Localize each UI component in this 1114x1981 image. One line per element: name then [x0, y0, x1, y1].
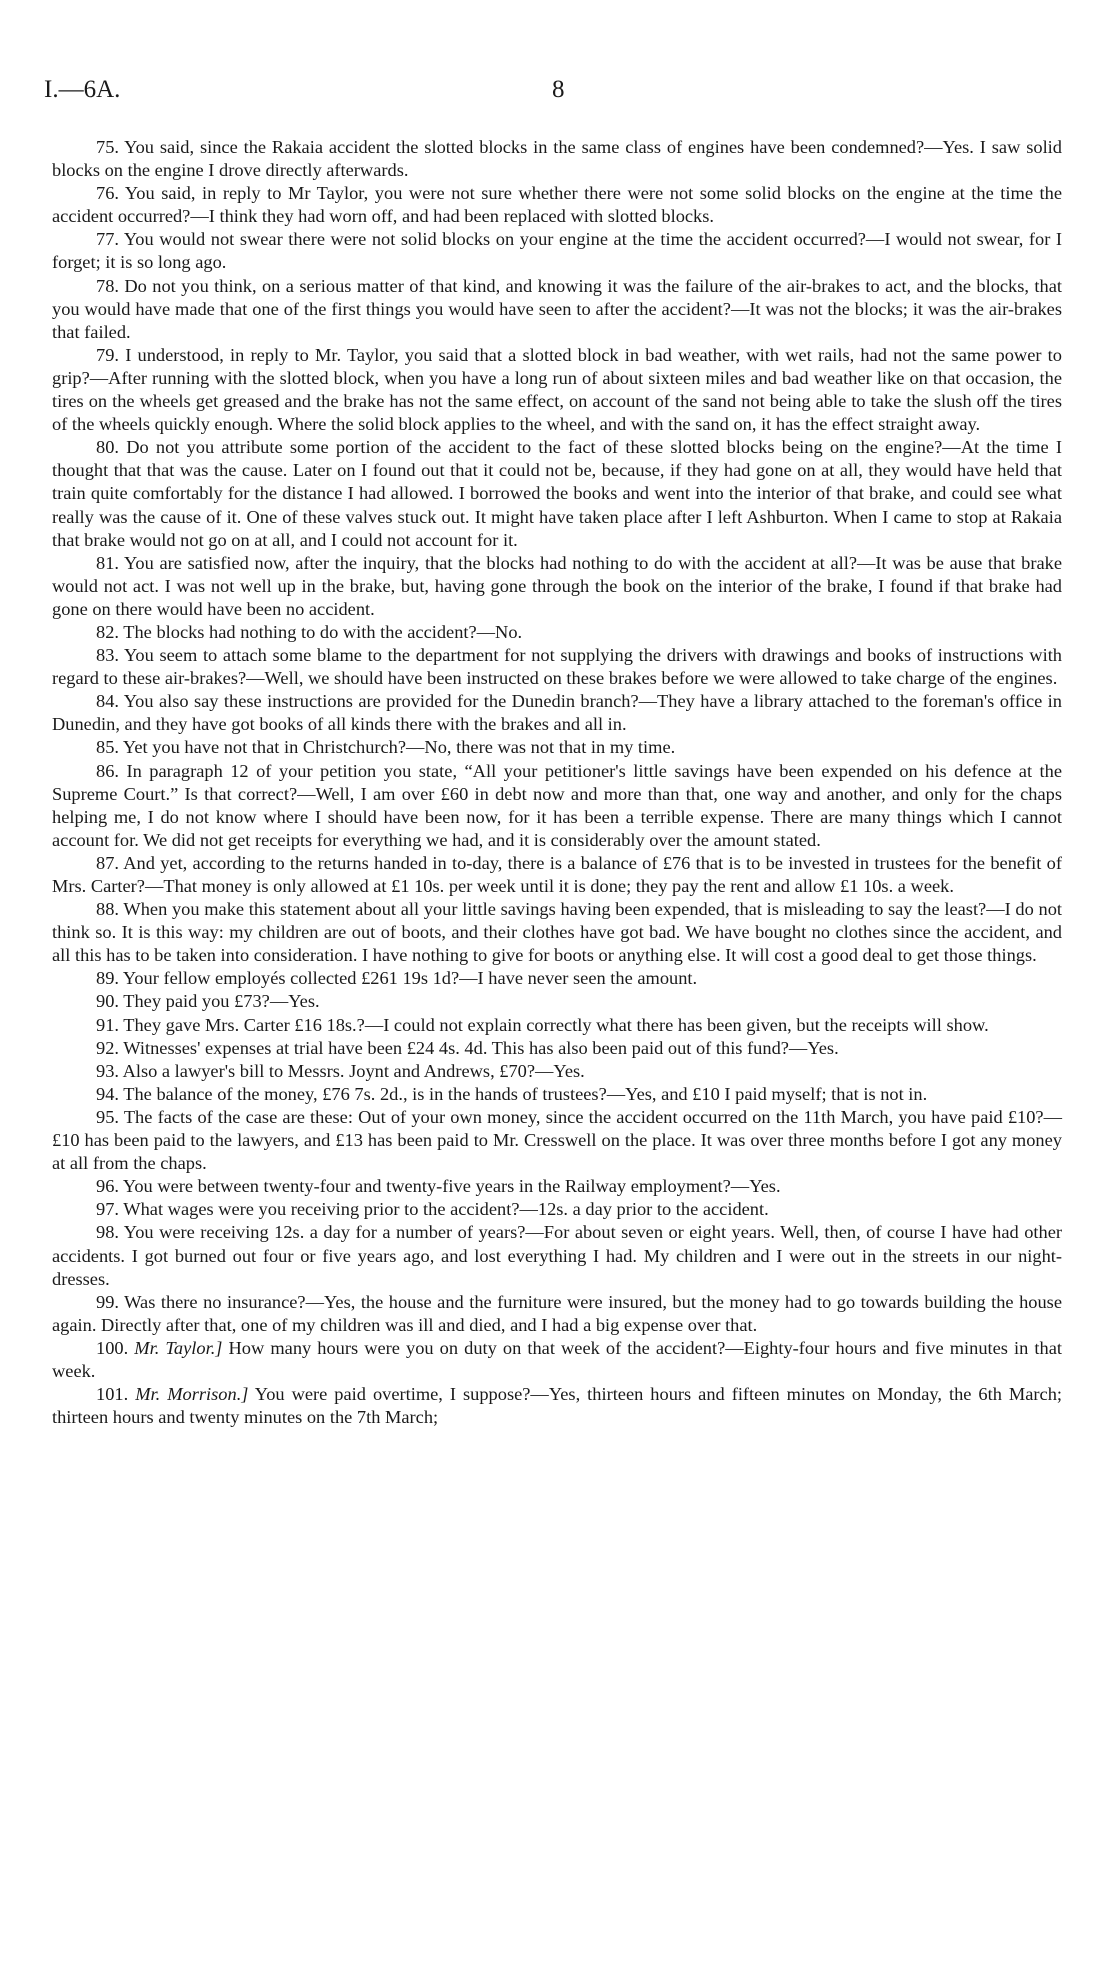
paragraph-84: 84. You also say these instructions are provided for the Dunedin branch?—They have a library attached to the foreman's office in Dunedin, and they have got books of all kinds there with the brakes and all in.	[52, 691, 1062, 735]
paragraph-88: 88. When you make this statement about all your little savings having been expended, that is misleading to say the least?—I do not think so. It is this way: my children are out of boots, and their clothes have got bad. We have bought no clothes since the accident, and all this has to be taken into consideration. I have nothing to give for boots or anything else. It will cost a good deal to get those things.	[52, 899, 1062, 966]
paragraph-97: 97. What wages were you receiving prior to the accident?—12s. a day prior to the accident.	[96, 1199, 769, 1220]
speaker-name: Mr. Morrison.]	[135, 1384, 249, 1405]
paragraph-99: 99. Was there no insurance?—Yes, the house and the furniture were insured, but the money had to go towards building the house again. Directly after that, one of my children was ill and died, and I had a big expense over that.	[52, 1291, 1062, 1335]
paragraph-75: 75. You said, since the Rakaia accident the slotted blocks in the same class of engines have been condemned?—Yes. I saw solid blocks on the engine I drove directly afterwards.	[52, 137, 1062, 181]
speaker-name: Mr. Taylor.]	[134, 1337, 223, 1358]
paragraph-90: 90. They paid you £73?—Yes.	[96, 991, 320, 1012]
paragraph-81: 81. You are satisfied now, after the inquiry, that the blocks had nothing to do with the accident at all?—It was be ause that brake would not act. I was not well up in the brake, but, having gone through the book on the interior of the brake, I found if that brake had gone on there would have been no accident.	[52, 552, 1062, 619]
paragraph-80: 80. Do not you attribute some portion of the accident to the fact of these slotted blocks being on the engine?—At the time I thought that that was the cause. Later on I found out that it could not be, because, if they had gone on at all, they would have held that train quite comfortably for the distance I had allowed. I borrowed the books and went into the interior of that brake, and could see what really was the cause of it. One of these valves stuck out. It might have taken place after I left Ashburton. When I came to stop at Rakaia that brake would not go on at all, and I could not account for it.	[52, 437, 1062, 550]
paragraph-86: 86. In paragraph 12 of your petition you state, “All your petitioner's little savings have been expended on his defence at the Supreme Court.” Is that correct?—Well, I am over £60 in debt now and more than that, one way and another, and only for the chaps helping me, I do not know where I should have been now, for it has been a terrible expense. There are many things which I cannot account for. We did not get receipts for everything we had, and it is considerably over the amount stated.	[52, 760, 1062, 850]
question-text: You were paid overtime, I suppose?—Yes, thirteen hours and fifteen minutes on Monday, the 6th March; thirteen hours and twenty minutes on the 7th March;	[52, 1384, 1063, 1428]
paragraph-100	[52, 1337, 1062, 1383]
question-number: 100.	[96, 1337, 129, 1358]
paragraph-91: 91. They gave Mrs. Carter £16 18s.?—I could not explain correctly what there has been given, but the receipts will show.	[96, 1014, 989, 1035]
paragraph-83: 83. You seem to attach some blame to the department for not supplying the drivers with drawings and books of instructions with regard to these air-brakes?—Well, we should have been instructed on these brakes before we were allowed to take charge of the engines.	[52, 645, 1062, 689]
paragraph-96: 96. You were between twenty-four and twenty-five years in the Railway employment?—Yes.	[96, 1176, 781, 1197]
question-number: 101.	[96, 1384, 129, 1405]
paragraph-87: 87. And yet, according to the returns handed in to-day, there is a balance of £76 that is to be invested in trustees for the benefit of Mrs. Carter?—That money is only allowed at £1 10s. per week until it is done; they pay the rent and allow £1 10s. a week.	[52, 852, 1062, 896]
page-header	[44, 76, 1070, 116]
paragraph-92: 92. Witnesses' expenses at trial have been £24 4s. 4d. This has also been paid out of this fund?—Yes.	[96, 1037, 839, 1058]
paragraph-94: 94. The balance of the money, £76 7s. 2d., is in the hands of trustees?—Yes, and £10 I paid myself; that is not in.	[96, 1083, 928, 1104]
paragraph-93: 93. Also a lawyer's bill to Messrs. Joynt and Andrews, £70?—Yes.	[96, 1060, 585, 1081]
document-reference: I.—6A.	[44, 76, 121, 103]
testimony-body	[52, 136, 1062, 1429]
paragraph-82: 82. The blocks had nothing to do with the accident?—No.	[96, 621, 523, 642]
page-number: 8	[552, 76, 565, 103]
paragraph-77: 77. You would not swear there were not solid blocks on your engine at the time the accident occurred?—I would not swear, for I forget; it is so long ago.	[52, 229, 1062, 273]
paragraph-101	[52, 1383, 1062, 1429]
paragraph-76: 76. You said, in reply to Mr Taylor, you were not sure whether there were not some solid blocks on the engine at the time the accident occurred?—I think they had worn off, and had been replaced with slotted blocks.	[52, 183, 1062, 227]
paragraph-79: 79. I understood, in reply to Mr. Taylor, you said that a slotted block in bad weather, with wet rails, had not the same power to grip?—After running with the slotted block, when you have a long run of about sixteen miles and bad weather like on that occasion, the tires on the wheels get greased and the brake has not the same effect, on account of the sand not being able to take the slush off the tires of the wheels quickly enough. Where the solid block applies to the wheel, and with the sand on, it has the effect straight away.	[52, 344, 1062, 435]
paragraph-89: 89. Your fellow employés collected £261 19s 1d?—I have never seen the amount.	[96, 968, 698, 989]
paragraph-98: 98. You were receiving 12s. a day for a number of years?—For about seven or eight years. Well, then, of course I have had other accidents. I got burned out four or five years ago, and lost everything I had. My children and I were out in the streets in our night-dresses.	[52, 1222, 1062, 1289]
paragraph-85: 85. Yet you have not that in Christchurch?—No, there was not that in my time.	[96, 737, 676, 758]
paragraph-95: 95. The facts of the case are these: Out of your own money, since the accident occurred on the 11th March, you have paid £10?—£10 has been paid to the lawyers, and £13 has been paid to Mr. Cresswell on the place. It was over three months before I got any money at all from the chaps.	[52, 1106, 1062, 1174]
paragraph-78: 78. Do not you think, on a serious matter of that kind, and knowing it was the failure of the air-brakes to act, and the blocks, that you would have made that one of the first things you would have seen to after the accident?—It was not the blocks; it was the air-brakes that failed.	[52, 275, 1062, 342]
question-text: How many hours were you on duty on that week of the accident?—Eighty-four hours and five minutes in that week.	[52, 1337, 1062, 1381]
